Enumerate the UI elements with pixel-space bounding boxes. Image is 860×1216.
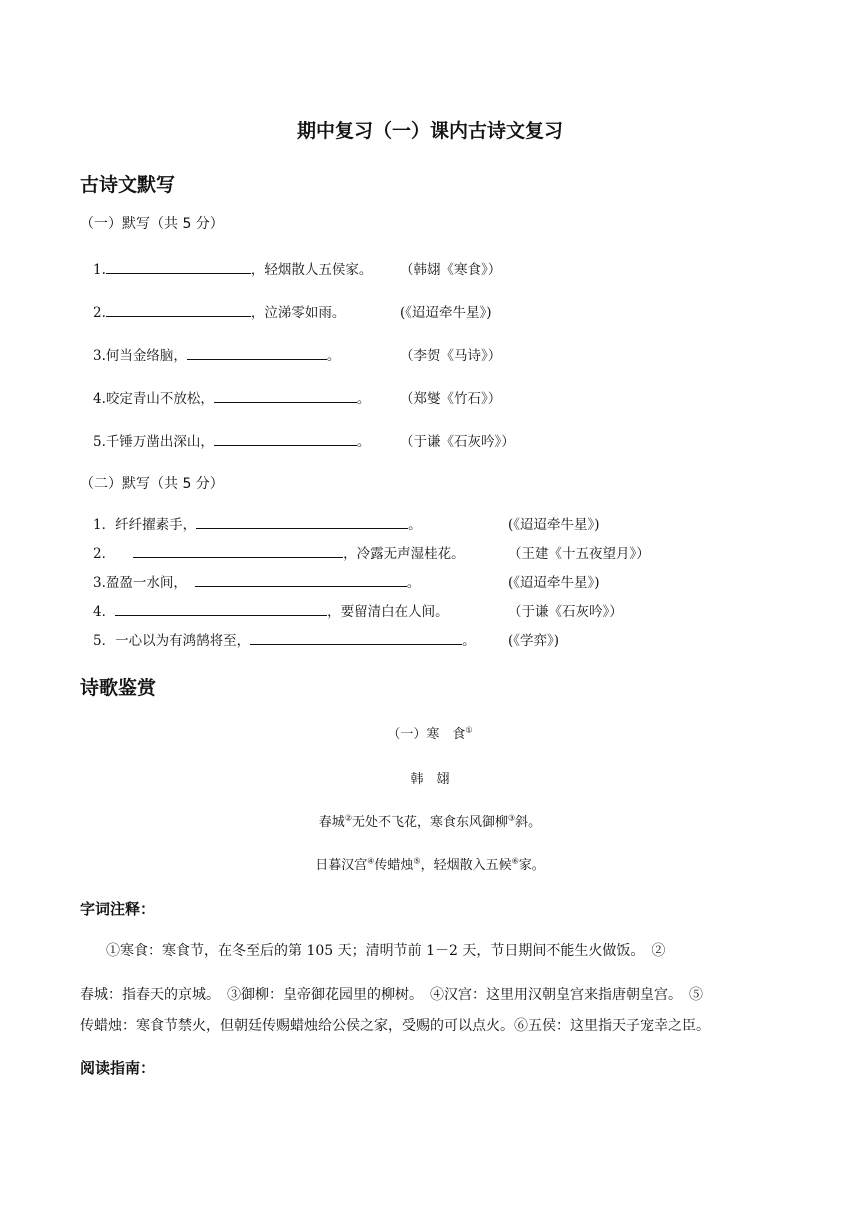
part1-item-4: 4.咬定青山不放松， 。	[93, 387, 370, 407]
section-heading-poetry: 诗歌鉴赏	[80, 677, 157, 699]
section-heading-dictation: 古诗文默写	[80, 174, 176, 196]
note-line-2: 春城：指春天的京城。 ③御柳：皇帝御花园里的柳树。 ④汉宫：这里用汉朝皇宫来指唐朝皇宫。 ⑤	[80, 987, 703, 1003]
answer-blank[interactable]	[196, 514, 408, 529]
note-line-1: ①寒食：寒食节，在冬至后的第 105 天；清明节前 1－2 天，节日期间不能生火做饭。 ②	[106, 943, 666, 959]
part2-item-3: 3.盈盈一水间， 。	[93, 571, 420, 591]
page-title: 期中复习（一）课内古诗文复习	[296, 120, 563, 142]
answer-blank[interactable]	[214, 431, 357, 446]
part2-item-1: 1．纤纤擢素手， 。	[93, 513, 422, 533]
part1-heading: （一）默写（共 5 分）	[80, 216, 224, 232]
poem-line-1: 春城②无处不飞花，寒食东风御柳③斜。	[318, 813, 542, 830]
notes-heading: 字词注释：	[80, 900, 156, 918]
part2-heading: （二）默写（共 5 分）	[80, 476, 224, 492]
answer-blank[interactable]	[133, 543, 343, 558]
part2-source-4: （于谦《石灰吟》）	[508, 604, 623, 620]
note-line-3: 传蜡烛：寒食节禁火，但朝廷传赐蜡烛给公侯之家，受赐的可以点火。⑥五侯：这里指天子宠幸之臣。	[80, 1018, 710, 1034]
part1-source-2: (《迢迢牵牛星》)	[400, 305, 492, 321]
part2-item-5: 5．一心以为有鸿鹄将至， 。	[93, 629, 476, 649]
answer-blank[interactable]	[115, 601, 327, 616]
part1-item-3: 3.何当金络脑， 。	[93, 344, 340, 364]
answer-blank[interactable]	[250, 630, 462, 645]
poem-author: 韩 翃	[410, 772, 450, 787]
answer-blank[interactable]	[195, 572, 407, 587]
poem-line-2: 日暮汉宫④传蜡烛⑤，轻烟散入五候⑥家。	[315, 856, 545, 873]
part2-source-1: (《迢迢牵牛星》)	[508, 517, 600, 533]
part1-source-3: （李贺《马诗》）	[400, 348, 502, 364]
part2-item-4: 4． ，要留清白在人间。	[93, 600, 449, 620]
answer-blank[interactable]	[214, 388, 357, 403]
part2-item-2: 2． ，冷露无声湿桂花。	[93, 542, 465, 562]
poem-title: （一）寒 食①	[387, 725, 473, 742]
part1-item-5: 5.千锤万凿出深山， 。	[93, 430, 370, 450]
part2-source-5: (《学弈》)	[508, 633, 560, 649]
part1-source-1: （韩翃《寒食》）	[400, 262, 502, 278]
part2-source-2: （王建《十五夜望月》）	[508, 546, 650, 562]
answer-blank[interactable]	[106, 259, 251, 274]
part2-source-3: (《迢迢牵牛星》)	[508, 575, 600, 591]
reading-guide-heading: 阅读指南：	[80, 1059, 156, 1077]
answer-blank[interactable]	[187, 345, 327, 360]
answer-blank[interactable]	[106, 302, 251, 317]
part1-source-4: （郑燮《竹石》）	[400, 391, 502, 407]
part1-source-5: （于谦《石灰吟》）	[400, 434, 515, 450]
part1-item-1: 1. ，轻烟散人五侯家。	[93, 258, 372, 278]
part1-item-2: 2. ，泣涕零如雨。	[93, 301, 345, 321]
